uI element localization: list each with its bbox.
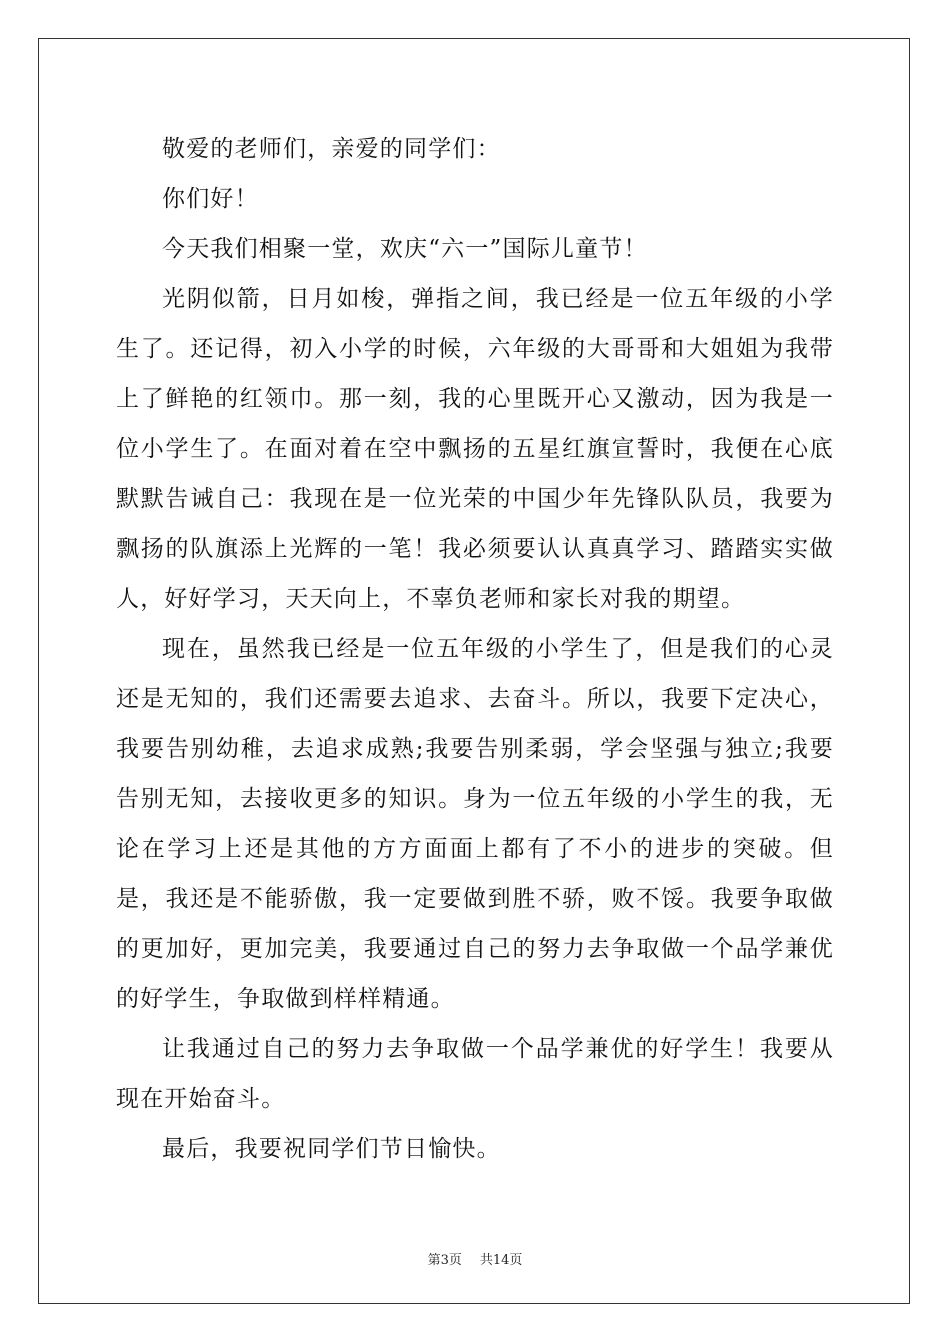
body-paragraph: 光阴似箭，日月如梭，弹指之间，我已经是一位五年级的小学生了。还记得，初入小学的时候，六年级的大哥哥和大姐姐为我带上了鲜艳的红领巾。那一刻，我的心里既开心又激动，因为我是一位小学生了。在面对着在空中飘扬的五星红旗宣誓时，我便在心底默默告诫自己：我现在是一位光荣的中国少年先锋队队员，我要为飘扬的队旗添上光辉的一笔！我必须要认认真真学习、踏踏实实做人，好好学习，天天向上，不辜负老师和家长对我的期望。 [116, 286, 834, 612]
hello-paragraph: 你们好！ [162, 186, 259, 212]
body-paragraph: 现在，虽然我已经是一位五年级的小学生了，但是我们的心灵还是无知的，我们还需要去追求、去奋斗。所以，我要下定决心，我要告别幼稚，去追求成熟;我要告别柔弱，学会坚强与独立;我要告别无知，去接收更多的知识。身为一位五年级的小学生的我，无论在学习上还是其他的方方面面上都有了不小的进步的突破。但是，我还是不能骄傲，我一定要做到胜不骄，败不馁。我要争取做的更加好，更加完美，我要通过自己的努力去争取做一个品学兼优的好学生，争取做到样样精通。 [116, 636, 834, 1012]
page-number: 第3页 [427, 1253, 462, 1268]
closing-paragraph: 最后，我要祝同学们节日愉快。 [162, 1136, 501, 1162]
page-total: 共14页 [479, 1253, 523, 1268]
page-footer [0, 1249, 950, 1268]
document-body [116, 124, 834, 1174]
body-paragraph: 让我通过自己的努力去争取做一个品学兼优的好学生！我要从现在开始奋斗。 [116, 1036, 834, 1112]
greeting-paragraph: 敬爱的老师们，亲爱的同学们： [162, 136, 501, 162]
celebration-paragraph: 今天我们相聚一堂，欢庆“六一”国际儿童节！ [162, 236, 648, 262]
